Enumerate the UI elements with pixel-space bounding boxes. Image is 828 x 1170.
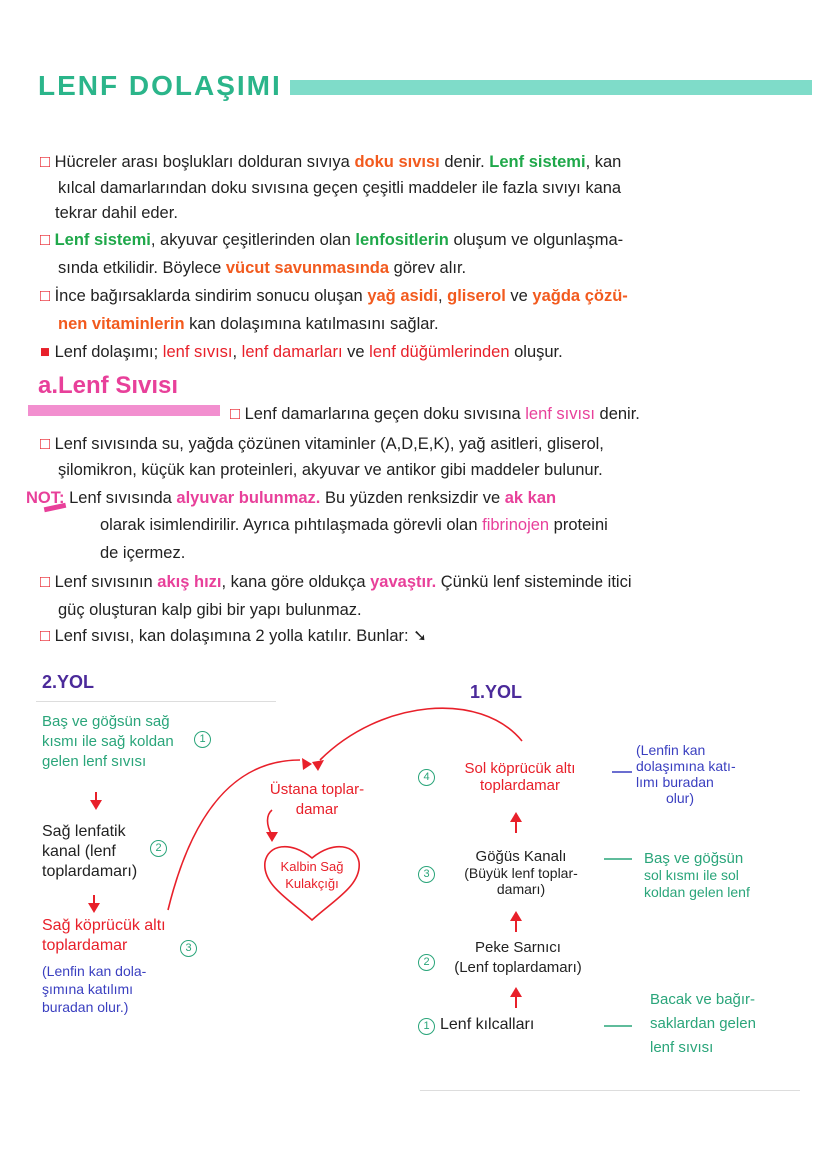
text-segment: denir. bbox=[594, 405, 640, 423]
text-segment: oluşum ve olgunlaşma- bbox=[448, 231, 624, 249]
arrow-down-2 bbox=[88, 903, 100, 913]
highlighted-term: Lenf sistemi bbox=[54, 231, 151, 249]
highlighted-term: yağda çözü- bbox=[532, 287, 628, 305]
highlighted-term: yavaştır. bbox=[370, 573, 437, 591]
yol1-step2: Peke Sarnıcı (Lenf toplardamarı) bbox=[454, 939, 582, 976]
yol2-label: 2.YOL bbox=[42, 672, 95, 692]
text-segment: Lenf damarlarına geçen doku sıvısına bbox=[244, 405, 526, 423]
highlighted-term: □ bbox=[40, 231, 55, 249]
highlighted-term: fibrinojen bbox=[482, 516, 550, 534]
highlighted-term: □ bbox=[230, 405, 245, 423]
step-number: 2 bbox=[418, 954, 435, 971]
yol1-step3-note: Baş ve göğsün sol kısmı ile sol koldan gelen lenf bbox=[644, 850, 750, 900]
text-segment: görev alır. bbox=[389, 259, 467, 277]
text-segment: ve bbox=[342, 343, 370, 361]
yol1-step1: Lenf kılcalları bbox=[440, 1016, 535, 1033]
step-number: 3 bbox=[180, 940, 197, 957]
step-number: 4 bbox=[418, 769, 435, 786]
yol2-step2: Sağ lenfatik kanal (lenf toplardamarı) bbox=[42, 823, 138, 880]
highlighted-term: lenfositlerin bbox=[355, 231, 449, 249]
yol2-note: (Lenfin kan dola- şımına katılımı buradan olur.) bbox=[42, 963, 147, 1015]
text-segment: Hücreler arası boşlukları dolduran sıvıya bbox=[54, 153, 355, 171]
text-segment: tekrar dahil eder. bbox=[55, 204, 178, 222]
highlighted-term: lenf sıvısı bbox=[525, 405, 595, 423]
text-segment: Lenf sıvısında bbox=[69, 489, 177, 507]
highlighted-term: □ bbox=[40, 153, 55, 171]
section-heading: a.Lenf Sıvısı bbox=[38, 372, 179, 399]
step-number: 1 bbox=[418, 1018, 435, 1035]
arrowhead-yol1 bbox=[312, 760, 324, 771]
heart-label: Kalbin Sağ Kulakçığı bbox=[280, 859, 344, 891]
highlighted-term: lenf sıvısı bbox=[162, 343, 233, 361]
yol2-step3: Sağ köprücük altı toplardamar bbox=[42, 917, 166, 954]
highlighted-term: Lenf sistemi bbox=[489, 153, 586, 171]
step-number: 3 bbox=[418, 866, 435, 883]
highlighted-term: lenf damarları bbox=[241, 343, 343, 361]
arrow-down-1 bbox=[90, 800, 102, 810]
yol1-step1-note: Bacak ve bağır- saklardan gelen lenf sıvısı bbox=[650, 991, 756, 1056]
text-segment: denir. bbox=[439, 153, 490, 171]
yol2-step1: Baş ve göğsün sağ kısmı ile sağ koldan gelen lenf sıvısı bbox=[42, 713, 174, 770]
arrowhead-yol2 bbox=[302, 758, 312, 770]
arrowhead-heart bbox=[266, 832, 278, 842]
arrow-up-3 bbox=[510, 987, 522, 997]
highlighted-term: ■ bbox=[40, 343, 55, 361]
arrow-up-1 bbox=[510, 812, 522, 822]
divider bbox=[420, 1090, 800, 1091]
text-segment: ve bbox=[505, 287, 533, 305]
highlighted-term: lenf düğümlerinden bbox=[369, 343, 510, 361]
text-segment: Çünkü lenf sisteminde itici bbox=[436, 573, 632, 591]
yol1-step4-note: (Lenfin kan dolaşımına katı- lımı buradan olur) bbox=[636, 742, 736, 806]
divider bbox=[36, 701, 276, 702]
text-segment: sında etkilidir. Böylece bbox=[58, 259, 226, 277]
arrow-curve-yol1 bbox=[320, 708, 522, 760]
highlighted-term: doku sıvısı bbox=[354, 153, 440, 171]
text-segment: Bu yüzden renksizdir ve bbox=[320, 489, 505, 507]
highlighted-term: □ bbox=[40, 287, 55, 305]
text-segment: , kan bbox=[585, 153, 622, 171]
highlighted-term: NOT: bbox=[26, 489, 70, 507]
text-segment: Lenf sıvısı, kan dolaşımına 2 yolla katılır. Bunlar: ➘ bbox=[54, 627, 427, 645]
yol1-step3: Göğüs Kanalı (Büyük lenf toplar- damarı) bbox=[464, 848, 578, 897]
highlighted-term: yağ asidi bbox=[367, 287, 438, 305]
text-segment: kan dolaşımına katılmasını sağlar. bbox=[184, 315, 439, 333]
text-segment: , bbox=[437, 287, 448, 305]
text-segment: olarak isimlendirilir. Ayrıca pıhtılaşmada görevli olan bbox=[100, 516, 483, 534]
highlighted-term: vücut savunmasında bbox=[225, 259, 390, 277]
yol1-step4: Sol köprücük altı toplardamar bbox=[464, 760, 576, 794]
text-segment: de içermez. bbox=[100, 544, 186, 562]
highlighted-term: ak kan bbox=[504, 489, 557, 507]
highlighted-term: nen vitaminlerin bbox=[58, 315, 185, 333]
step-number: 1 bbox=[194, 731, 211, 748]
highlighted-term: gliserol bbox=[447, 287, 506, 305]
highlighted-term: alyuvar bulunmaz. bbox=[176, 489, 321, 507]
text-segment: , bbox=[232, 343, 242, 361]
text-segment: proteini bbox=[549, 516, 608, 534]
yol1-label: 1.YOL bbox=[470, 682, 523, 702]
highlighted-term: □ bbox=[40, 573, 55, 591]
highlighted-term: □ bbox=[40, 435, 55, 453]
text-segment: şilomikron, küçük kan proteinleri, akyuvar ve antikor gibi maddeler bulunur. bbox=[58, 461, 603, 479]
highlighted-term: □ bbox=[40, 627, 55, 645]
step-number: 2 bbox=[150, 840, 167, 857]
ustana-toplardamar: Üstana toplar- damar bbox=[269, 781, 365, 818]
text-segment: Lenf dolaşımı; bbox=[54, 343, 163, 361]
text-segment: kılcal damarlarından doku sıvısına geçen çeşitli maddeler ile fazla sıvıyı kana bbox=[58, 179, 622, 197]
text-segment: , kana göre oldukça bbox=[221, 573, 371, 591]
text-segment: güç oluşturan kalp gibi bir yapı bulunmaz. bbox=[58, 601, 362, 619]
text-segment: Lenf sıvısında su, yağda çözünen vitaminler (A,D,E,K), yağ asitleri, gliserol, bbox=[54, 435, 604, 453]
text-segment: oluşur. bbox=[509, 343, 563, 361]
page-title: LENF DOLAŞIMI bbox=[38, 70, 282, 101]
arrow-up-2 bbox=[510, 911, 522, 921]
text-segment: , akyuvar çeşitlerinden olan bbox=[150, 231, 356, 249]
text-segment: İnce bağırsaklarda sindirim sonucu oluşan bbox=[54, 287, 368, 305]
highlighted-term: akış hızı bbox=[157, 573, 222, 591]
text-segment: Lenf sıvısının bbox=[54, 573, 158, 591]
